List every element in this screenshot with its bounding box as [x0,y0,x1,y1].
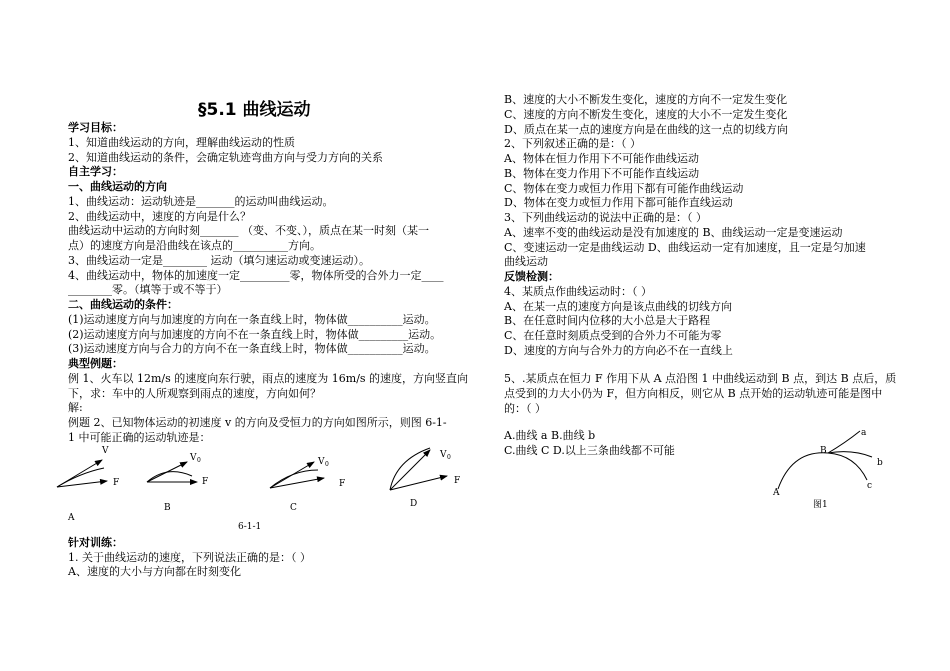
page-title: §5.1 曲线运动 [198,100,311,120]
fig-c-v-label: V [318,457,325,467]
fig-c-f-label: F [339,479,346,489]
fig-a-f-arrow [57,481,107,487]
section-heading: 针对训练： [68,536,123,549]
text-line: 1、曲线运动：运动轨迹是_______的运动叫曲线运动。 [68,194,334,208]
figure-1 [770,425,890,510]
section-heading: 一、曲线运动的方向 [68,180,167,193]
fig-d-option: D [410,499,418,509]
question-5-option: C.曲线 C D.以上三条曲线都不可能 [504,444,675,457]
point-a-label: A [773,488,780,498]
text-line: A、速率不变的曲线运动是没有加速度的 B、曲线运动一定是变速运动 [504,225,843,239]
text-line: 1、知道曲线运动的方向，理解曲线运动的性质 [68,135,295,149]
text-line: 2、知道曲线运动的条件，会确定轨迹弯曲方向与受力方向的关系 [68,150,383,164]
fig-a-option: A [68,513,75,523]
svg-text:0: 0 [447,454,451,461]
fig-d-v-arrow [390,450,430,490]
text-line: A、物体在恒力作用下不可能作曲线运动 [504,152,699,165]
text-line: C、物体在变力或恒力作用下都有可能作曲线运动 [504,181,744,195]
fig-a-v-label: V [102,446,109,456]
text-line: C、速度的方向不断发生变化，速度的大小不一定发生变化 [504,107,788,121]
text-line: (1)运动速度方向与加速度的方向在一条直线上时，物体做__________运动。 [68,312,436,326]
fig-d-v-label: V [440,450,447,460]
section-heading: 自主学习： [68,165,123,179]
fig-b-trajectory [147,472,192,482]
text-line: A、速度的大小与方向都在时刻变化 [68,565,241,578]
text-line: B、速度的大小不断发生变化，速度的方向不一定发生变化 [504,93,788,106]
text-line: C、变速运动一定是曲线运动 D、曲线运动一定有加速度，且一定是匀加速 [504,240,866,254]
text-line: C、在任意时刻质点受到的合外力不可能为零 [504,329,722,342]
figure-caption: 6-1-1 [238,522,262,532]
svg-text:0: 0 [197,457,201,464]
fig-c-trajectory [270,470,318,488]
text-line: A、在某一点的速度方向是该点曲线的切线方向 [504,299,732,313]
fig-c-option: C [290,503,297,513]
text-line: 1 中可能正确的运动轨迹是： [68,430,211,444]
text-line: 1. 关于曲线运动的速度，下列说法正确的是：（ ） [68,550,311,564]
text-line: B、物体在变力作用下不可能作直线运动 [504,166,700,180]
question-5-line: 的：（ ） [504,402,546,415]
curve-c-label: c [867,481,873,491]
section-heading: 典型例题： [68,357,123,370]
curve-a-label: a [861,428,867,438]
fig-d-f-label: F [454,476,461,486]
curve-c [828,453,867,480]
text-line: D、速度的方向与合外力的方向必不在一直线上 [504,343,733,357]
figure-1-caption: 图1 [813,500,828,510]
text-line: 3、下列曲线运动的说法中正确的是：（ ） [504,211,707,224]
text-line: D、物体在变力或恒力作用下都可能作直线运动 [504,196,733,210]
text-line: 曲线运动 [504,255,548,269]
text-line: 下，求：车中的人所观察到雨点的速度，方向如何？ [68,386,321,400]
section-heading: 二、曲线运动的条件： [68,298,178,311]
text-line: 曲线运动中运动的方向时刻_______ （变、不变、），质点在某一时刻（某一 [68,224,429,238]
question-5-line: 5、.某质点在恒力 F 作用下从 A 点沿图 1 中曲线运动到 B 点，到达 B 点后，质 [504,372,897,385]
text-line: D、质点在某一点的速度方向是在曲线的这一点的切线方向 [504,122,788,136]
text-line: 4、曲线运动中，物体的加速度一定_________零，物体所受的合外力一定____ [68,268,444,282]
text-line: B、在任意时间内位移的大小总是大于路程 [504,314,711,328]
fig-d-f-arrow [390,476,447,490]
figure-6-1-1 [52,440,472,530]
text-line: 4、某质点作曲线运动时：（ ） [504,284,652,298]
section-heading: 学习目标： [68,121,123,134]
question-5-line: 点受到的力大小仍为 F，但方向相反，则它从 B 点开始的运动轨迹可能是图中 [504,387,883,400]
fig-b-f-label: F [202,477,209,487]
question-5-option: A.曲线 a B.曲线 b [504,429,596,442]
text-line: 例题 2、已知物体运动的初速度 v 的方向及受恒力的方向如图所示，则图 6-1- [68,416,447,429]
text-line: 2、下列叙述正确的是：（ ） [504,137,641,151]
text-line: (3)运动速度方向与合力的方向不在一条直线上时，物体做__________运动。 [68,342,436,356]
text-line: 解: [68,401,83,415]
curve-b-label: b [877,458,883,468]
fig-a-f-label: F [113,478,120,488]
fig-b-option: B [164,503,171,513]
text-line: 2、曲线运动中，速度的方向是什么？ [68,209,251,223]
text-line: 例 1、火车以 12m/s 的速度向东行驶，雨点的速度为 16m/s 的速度，方向竖直向 [68,371,469,385]
fig-b-v-label: V [190,453,197,463]
text-line: ________零。（填等于或不等于） [68,283,228,297]
point-b-label: B [820,446,827,456]
curve-a [828,431,860,453]
text-line: 3、曲线运动一定是________ 运动（填匀速运动或变速运动）。 [68,253,370,267]
section-heading: 反馈检测： [504,270,559,283]
text-line: 点）的速度方向是沿曲线在该点的__________方向。 [68,239,321,252]
text-line: (2)运动速度方向与加速度的方向不在一条直线上时，物体做_________运动。 [68,327,442,341]
svg-text:0: 0 [325,461,329,468]
curve-ab [778,453,828,489]
